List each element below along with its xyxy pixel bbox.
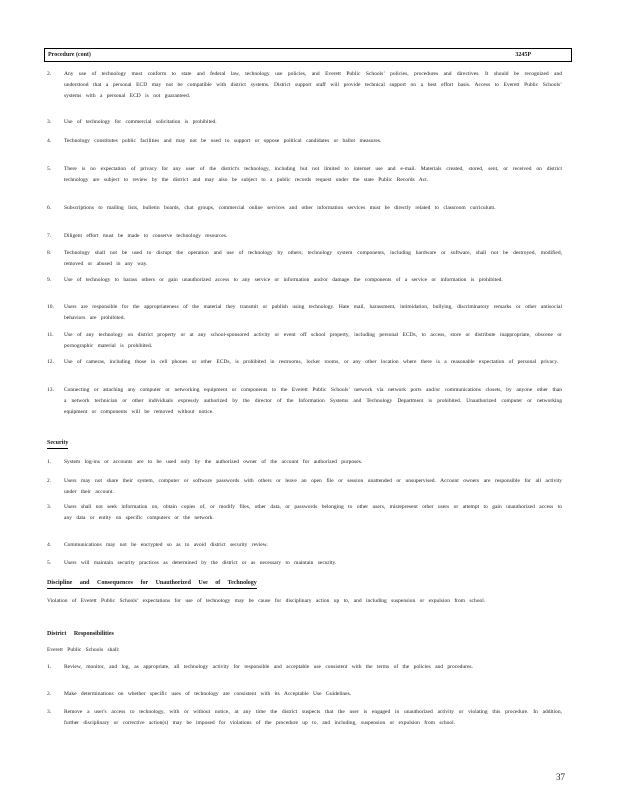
discipline-text: Violation of Everett Public Schools’ expectations for use of technology may be cause for disciplinary action up to, and including suspension or expulsion from school. <box>47 598 486 604</box>
procedure-item <box>47 302 562 324</box>
procedure-item <box>47 330 562 352</box>
district-heading: District Responsibilities <box>47 631 114 637</box>
item-text: Use of cameras, including those in cell phones or other ECDs, is prohibited in restrooms, locker rooms, or any other location where there is a reasonable expectation of personal privacy. <box>64 359 559 365</box>
district-item <box>47 662 562 673</box>
item-number: 9. <box>47 277 52 283</box>
item-text: Users are responsible for the appropriateness of the material they transmit or publish using technology. Hate mail, harassment, intimidation, bullying, discriminatory remarks or other antisocial behaviors are prohibited. <box>64 304 562 321</box>
item-number: 3. <box>47 119 52 125</box>
security-item <box>47 558 562 569</box>
item-number: 1. <box>47 664 52 670</box>
security-heading: Security <box>47 438 68 449</box>
item-text: Users will maintain security practices as determined by the district or as necessary to maintain security. <box>64 560 337 566</box>
item-text: Subscriptions to mailing lists, bulletin boards, chat groups, commercial online services and other information services must be directly related to classroom curriculum. <box>64 205 496 211</box>
item-number: 3. <box>47 504 52 510</box>
item-text: Diligent effort must be made to conserve technology resources. <box>64 233 228 239</box>
item-number: 4. <box>47 138 52 144</box>
procedure-item <box>47 203 562 214</box>
item-text: Use of technology for commercial solicitation is prohibited. <box>64 119 217 125</box>
security-item <box>47 457 562 468</box>
procedure-header-bar <box>44 48 572 62</box>
item-number: 2. <box>47 691 52 697</box>
item-number: 7. <box>47 233 52 239</box>
item-text: Connecting or attaching any computer or networking equipment or components to the Everett Public Schools’ network via network ports and/or communications closets, by anyone other than a network technician or other individuals expressly authorized by the director of the Information Systems and Technology Department is prohibited. Unauthorized computer or networking equipment or components will be removed without notice. <box>64 387 562 415</box>
security-item <box>47 476 562 498</box>
procedure-item <box>47 117 562 128</box>
item-number: 4. <box>47 542 52 548</box>
item-number: 6. <box>47 205 52 211</box>
procedure-item <box>47 385 562 418</box>
item-text: Review, monitor, and log, as appropriate, all technology activity for responsible and acceptable use consistent with the terms of the policies and procedures. <box>64 664 473 670</box>
item-text: Use of technology to harass others or gain unauthorized access to any service or information and/or damage the components of a service or information is prohibited. <box>64 277 503 283</box>
item-number: 12. <box>47 359 54 365</box>
procedure-item <box>47 248 562 270</box>
item-number: 5. <box>47 560 52 566</box>
procedure-item <box>47 69 562 102</box>
item-text: Users may not share their system, computer or software passwords with others or leave an open file or session unattended or unsupervised. Account owners are responsible for all activity under their account. <box>64 478 562 495</box>
item-number: 2. <box>47 478 52 484</box>
procedure-item <box>47 231 562 242</box>
district-item <box>47 689 562 700</box>
procedure-item <box>47 357 562 368</box>
procedure-item <box>47 275 562 286</box>
item-text: Technology shall not be used to disrupt the operation and use of technology by others; technology system components, including hardware or software, shall not be destroyed, modified, removed or abused in any way. <box>64 250 562 267</box>
item-text: Users shall not seek information on, obtain copies of, or modify files, other data, or passwords belonging to other users, misrepresent other users or attempt to gain unauthorized access to any data or entity on specific computers or the network. <box>64 504 562 521</box>
district-intro: Everett Public Schools shall: <box>47 647 120 653</box>
procedure-header-label: Procedure (cont) <box>48 52 91 58</box>
discipline-heading: Discipline and Consequences for Unauthorized Use of Technology <box>47 578 257 589</box>
security-item <box>47 502 562 524</box>
item-text: Make determinations on whether specific uses of technology are consistent with its Acceptable Use Guidelines. <box>64 691 352 697</box>
item-number: 13. <box>47 387 54 393</box>
item-text: Technology constitutes public facilities and may not be used to support or oppose political candidates or ballot measures. <box>64 138 382 144</box>
item-number: 1. <box>47 459 52 465</box>
item-number: 11. <box>47 332 54 338</box>
page-number: 37 <box>556 772 565 782</box>
item-text: Remove a user's access to technology, with or without notice, at any time the district suspects that the user is engaged in unauthorized activity or violating this procedure. In addition, further disciplinary or corrective action(s) may be imposed for violations of the procedure up to, and including, suspension or expulsion from school. <box>64 709 562 726</box>
item-text: System log-ins or accounts are to be used only by the authorized owner of the account for authorized purposes. <box>64 459 363 465</box>
item-number: 2. <box>47 71 52 77</box>
item-text: Use of any technology on district property or at any school-sponsored activity or event off school property, including personal ECDs, to access, store or distribute inappropriate, obscene or pornographic material is prohibited. <box>64 332 562 349</box>
item-number: 5. <box>47 166 52 172</box>
item-text: Communications may not be encrypted so as to avoid district security review. <box>64 542 268 548</box>
item-text: Any use of technology must conform to state and federal law, technology use policies, and Everett Public Schools’ policies, procedures and directives. It should be recognized and understood that a personal ECD may not be compatible with district systems. District support staff will provide technical support on a best effort basis. Access to Everett Public Schools’ systems with a personal ECD is not guaranteed. <box>64 71 562 99</box>
item-number: 8. <box>47 250 52 256</box>
item-text: There is no expectation of privacy for any user of the district's technology, including but not limited to internet use and e-mail. Materials created, stored, sent, or received on district technology are subject to review by the district and may also be subject to a public records request under the state Public Records Act. <box>64 166 562 183</box>
procedure-item <box>47 136 562 147</box>
security-item <box>47 540 562 551</box>
district-item <box>47 707 562 729</box>
item-number: 3. <box>47 709 52 715</box>
policy-number: 3245P <box>515 52 531 58</box>
procedure-item <box>47 164 562 186</box>
item-number: 10. <box>47 304 54 310</box>
